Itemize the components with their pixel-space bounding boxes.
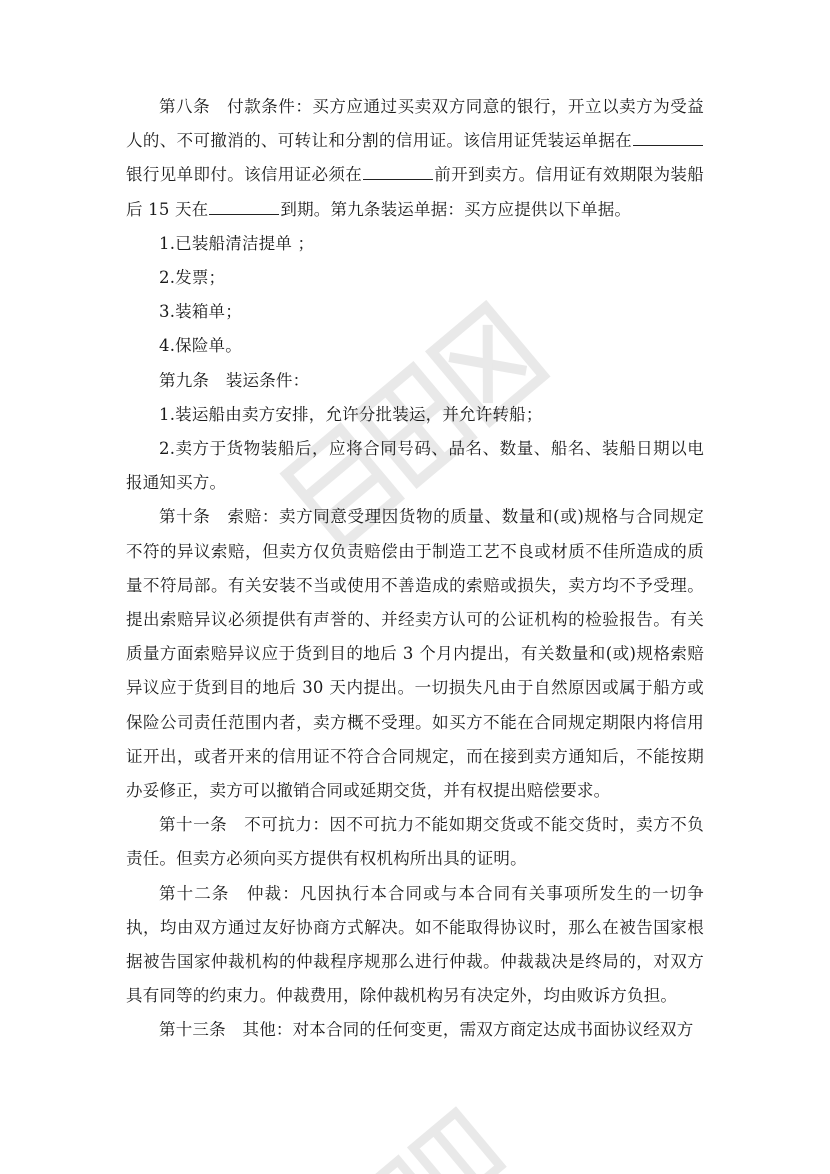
- article-8-text-1: 第八条 付款条件：买方应通过买卖双方同意的银行，开立以卖方为受益人的、不可撤消的、可转让和分割的信用证。该信用证凭装运单据在: [126, 97, 704, 151]
- article-10-paragraph: 第十条 索赔：卖方同意受理因货物的质量、数量和(或)规格与合同规定不符的异议索赔，但卖方仅负责赔偿由于制造工艺不良或材质不佳所造成的质量不符局部。有关安装不当或使用不善造成的索赔或损失，卖方均不予受理。提出索赔异议必须提供有声誉的、并经卖方认可的公证机构的检验报告。有关质量方面索赔异议应于货到目的地后 3 个月内提出，有关数量和(或)规格索赔异议应于货到目的地后 30 天内提出。一切损失凡由于自然原因或属于船方或保险公司责任范围内者，卖方概不受理。如买方不能在合同规定期限内将信用证开出，或者开来的信用证不符合合同规定，而在接到卖方通知后，不能按期办妥修正，卖方可以撤销合同或延期交货，并有权提出赔偿要求。: [126, 507, 704, 801]
- article-13-paragraph: 第十三条 其他：对本合同的任何变更，需双方商定达成书面协议经双方: [159, 1020, 694, 1040]
- article-11-paragraph: 第十一条 不可抗力：因不可抗力不能如期交货或不能交货时，卖方不负责任。但卖方必须向买方提供有权机构所出具的证明。: [126, 815, 704, 869]
- list-item: 4.保险单。: [159, 336, 242, 356]
- article-9-title: 第九条 装运条件：: [159, 370, 310, 390]
- list-item: 2.发票；: [159, 268, 226, 288]
- list-item: 1.装运船由卖方安排，允许分批装运，并允许转船；: [159, 404, 543, 424]
- list-item: 1.已装船清洁提单 ；: [159, 233, 315, 253]
- contract-text: [126, 90, 704, 1048]
- blank-line: [209, 200, 279, 215]
- list-item: 2.卖方于货物装船后，应将合同号码、品名、数量、船名、装船日期以电报通知买方。: [126, 439, 704, 493]
- blank-line: [363, 165, 433, 180]
- watermark-logo-icon: [330, 1060, 530, 1174]
- blank-line: [633, 131, 703, 146]
- article-8-paragraph: [126, 90, 704, 227]
- article-12-paragraph: 第十二条 仲裁：凡因执行本合同或与本合同有关事项所发生的一切争执，均由双方通过友好协商方式解决。如不能取得协议时，那么在被告国家根据被告国家仲裁机构的仲裁程序规那么进行仲裁。仲裁裁决是终局的，对双方具有同等的约束力。仲裁费用，除仲裁机构另有决定外，均由败诉方负担。: [126, 883, 704, 1006]
- list-item: 3.装箱单；: [159, 302, 242, 322]
- article-8-text-3: 前开到卖方。信用证有效期限为装船后 15 天在: [126, 165, 704, 219]
- article-8-text-4: 到期。第九条装运单据：买方应提供以下单据。: [280, 199, 632, 219]
- article-8-text-2: 银行见单即付。该信用证必须在: [126, 165, 363, 185]
